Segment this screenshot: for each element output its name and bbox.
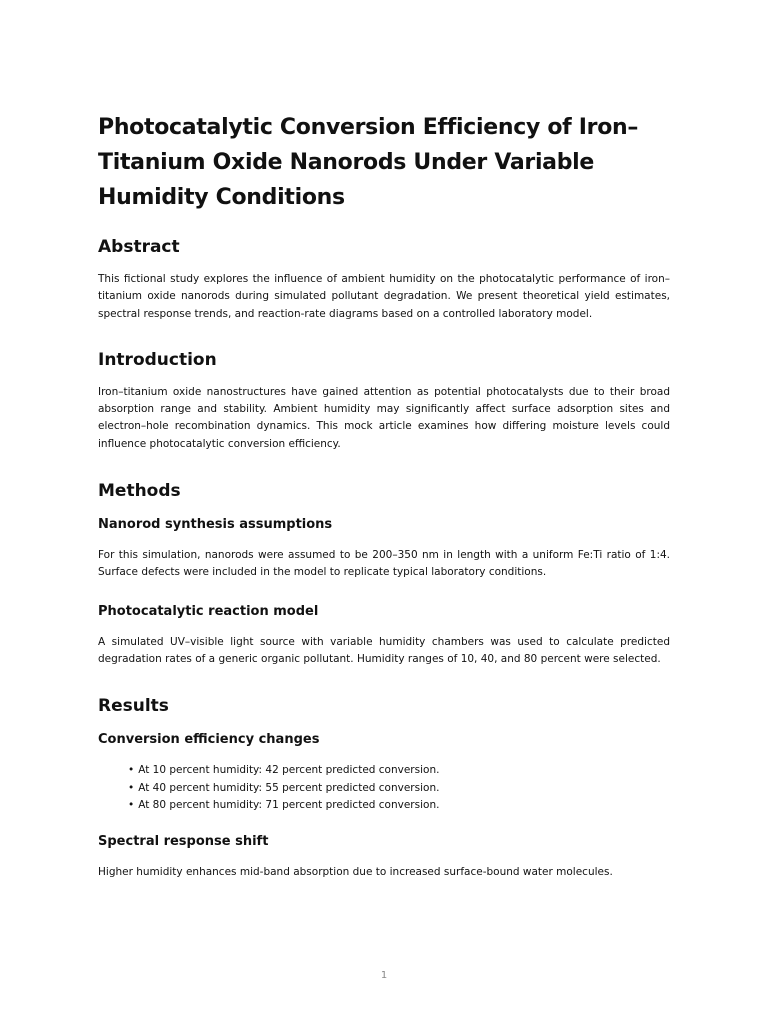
conversion-heading: Conversion efficiency changes (98, 732, 320, 748)
synthesis-heading: Nanorod synthesis assumptions (98, 517, 333, 533)
results-section (98, 694, 670, 881)
introduction-heading: Introduction (98, 349, 217, 370)
conversion-list (98, 762, 670, 814)
results-subsection-conversion (98, 730, 670, 814)
introduction-section (98, 348, 670, 453)
abstract-heading: Abstract (98, 237, 180, 257)
spectral-heading: Spectral response shift (98, 834, 269, 850)
abstract-text: This fictional study explores the influence of ambient humidity on the photocatalytic performance of iron–titanium oxide nanorods during simulated pollutant degradation. We present theoretical yield estimates, spectral response trends, and reaction-rate diagrams based on a controlled laboratory model. (98, 273, 670, 320)
methods-subsection-reaction-model (98, 602, 670, 669)
methods-subsection-synthesis (98, 515, 670, 582)
article-title: Photocatalytic Conversion Efficiency of Iron–Titanium Oxide Nanorods Under Variable Humidity Conditions (98, 115, 639, 210)
methods-section (98, 479, 670, 668)
spectral-text: Higher humidity enhances mid-band absorption due to increased surface-bound water molecules. (98, 866, 613, 879)
synthesis-text: For this simulation, nanorods were assumed to be 200–350 nm in length with a uniform Fe:Ti ratio of 1:4. Surface defects were included in the model to replicate typical laboratory conditions. (98, 549, 670, 579)
methods-heading: Methods (98, 481, 181, 502)
list-item: • At 40 percent humidity: 55 percent predicted conversion. (128, 780, 670, 797)
page-number: 1 (380, 970, 388, 981)
list-item: • At 10 percent humidity: 42 percent predicted conversion. (128, 762, 670, 779)
abstract-section (98, 235, 670, 323)
reaction-model-text: A simulated UV–visible light source with variable humidity chambers was used to calculate predicted degradation rates of a generic organic pollutant. Humidity ranges of 10, 40, and 80 percent were selected. (98, 635, 670, 665)
reaction-model-heading: Photocatalytic reaction model (98, 603, 319, 619)
results-heading: Results (98, 696, 169, 717)
introduction-text: Iron–titanium oxide nanostructures have gained attention as potential photocatalysts due to their broad absorption range and stability. Ambient humidity may significantly affect surface adsorption sites and electron–hole recombination dynamics. This mock article examines how differing moisture levels could influence photocatalytic conversion efficiency. (98, 385, 670, 450)
list-item: • At 80 percent humidity: 71 percent predicted conversion. (128, 797, 670, 814)
results-subsection-spectral (98, 832, 670, 881)
article (98, 110, 670, 881)
